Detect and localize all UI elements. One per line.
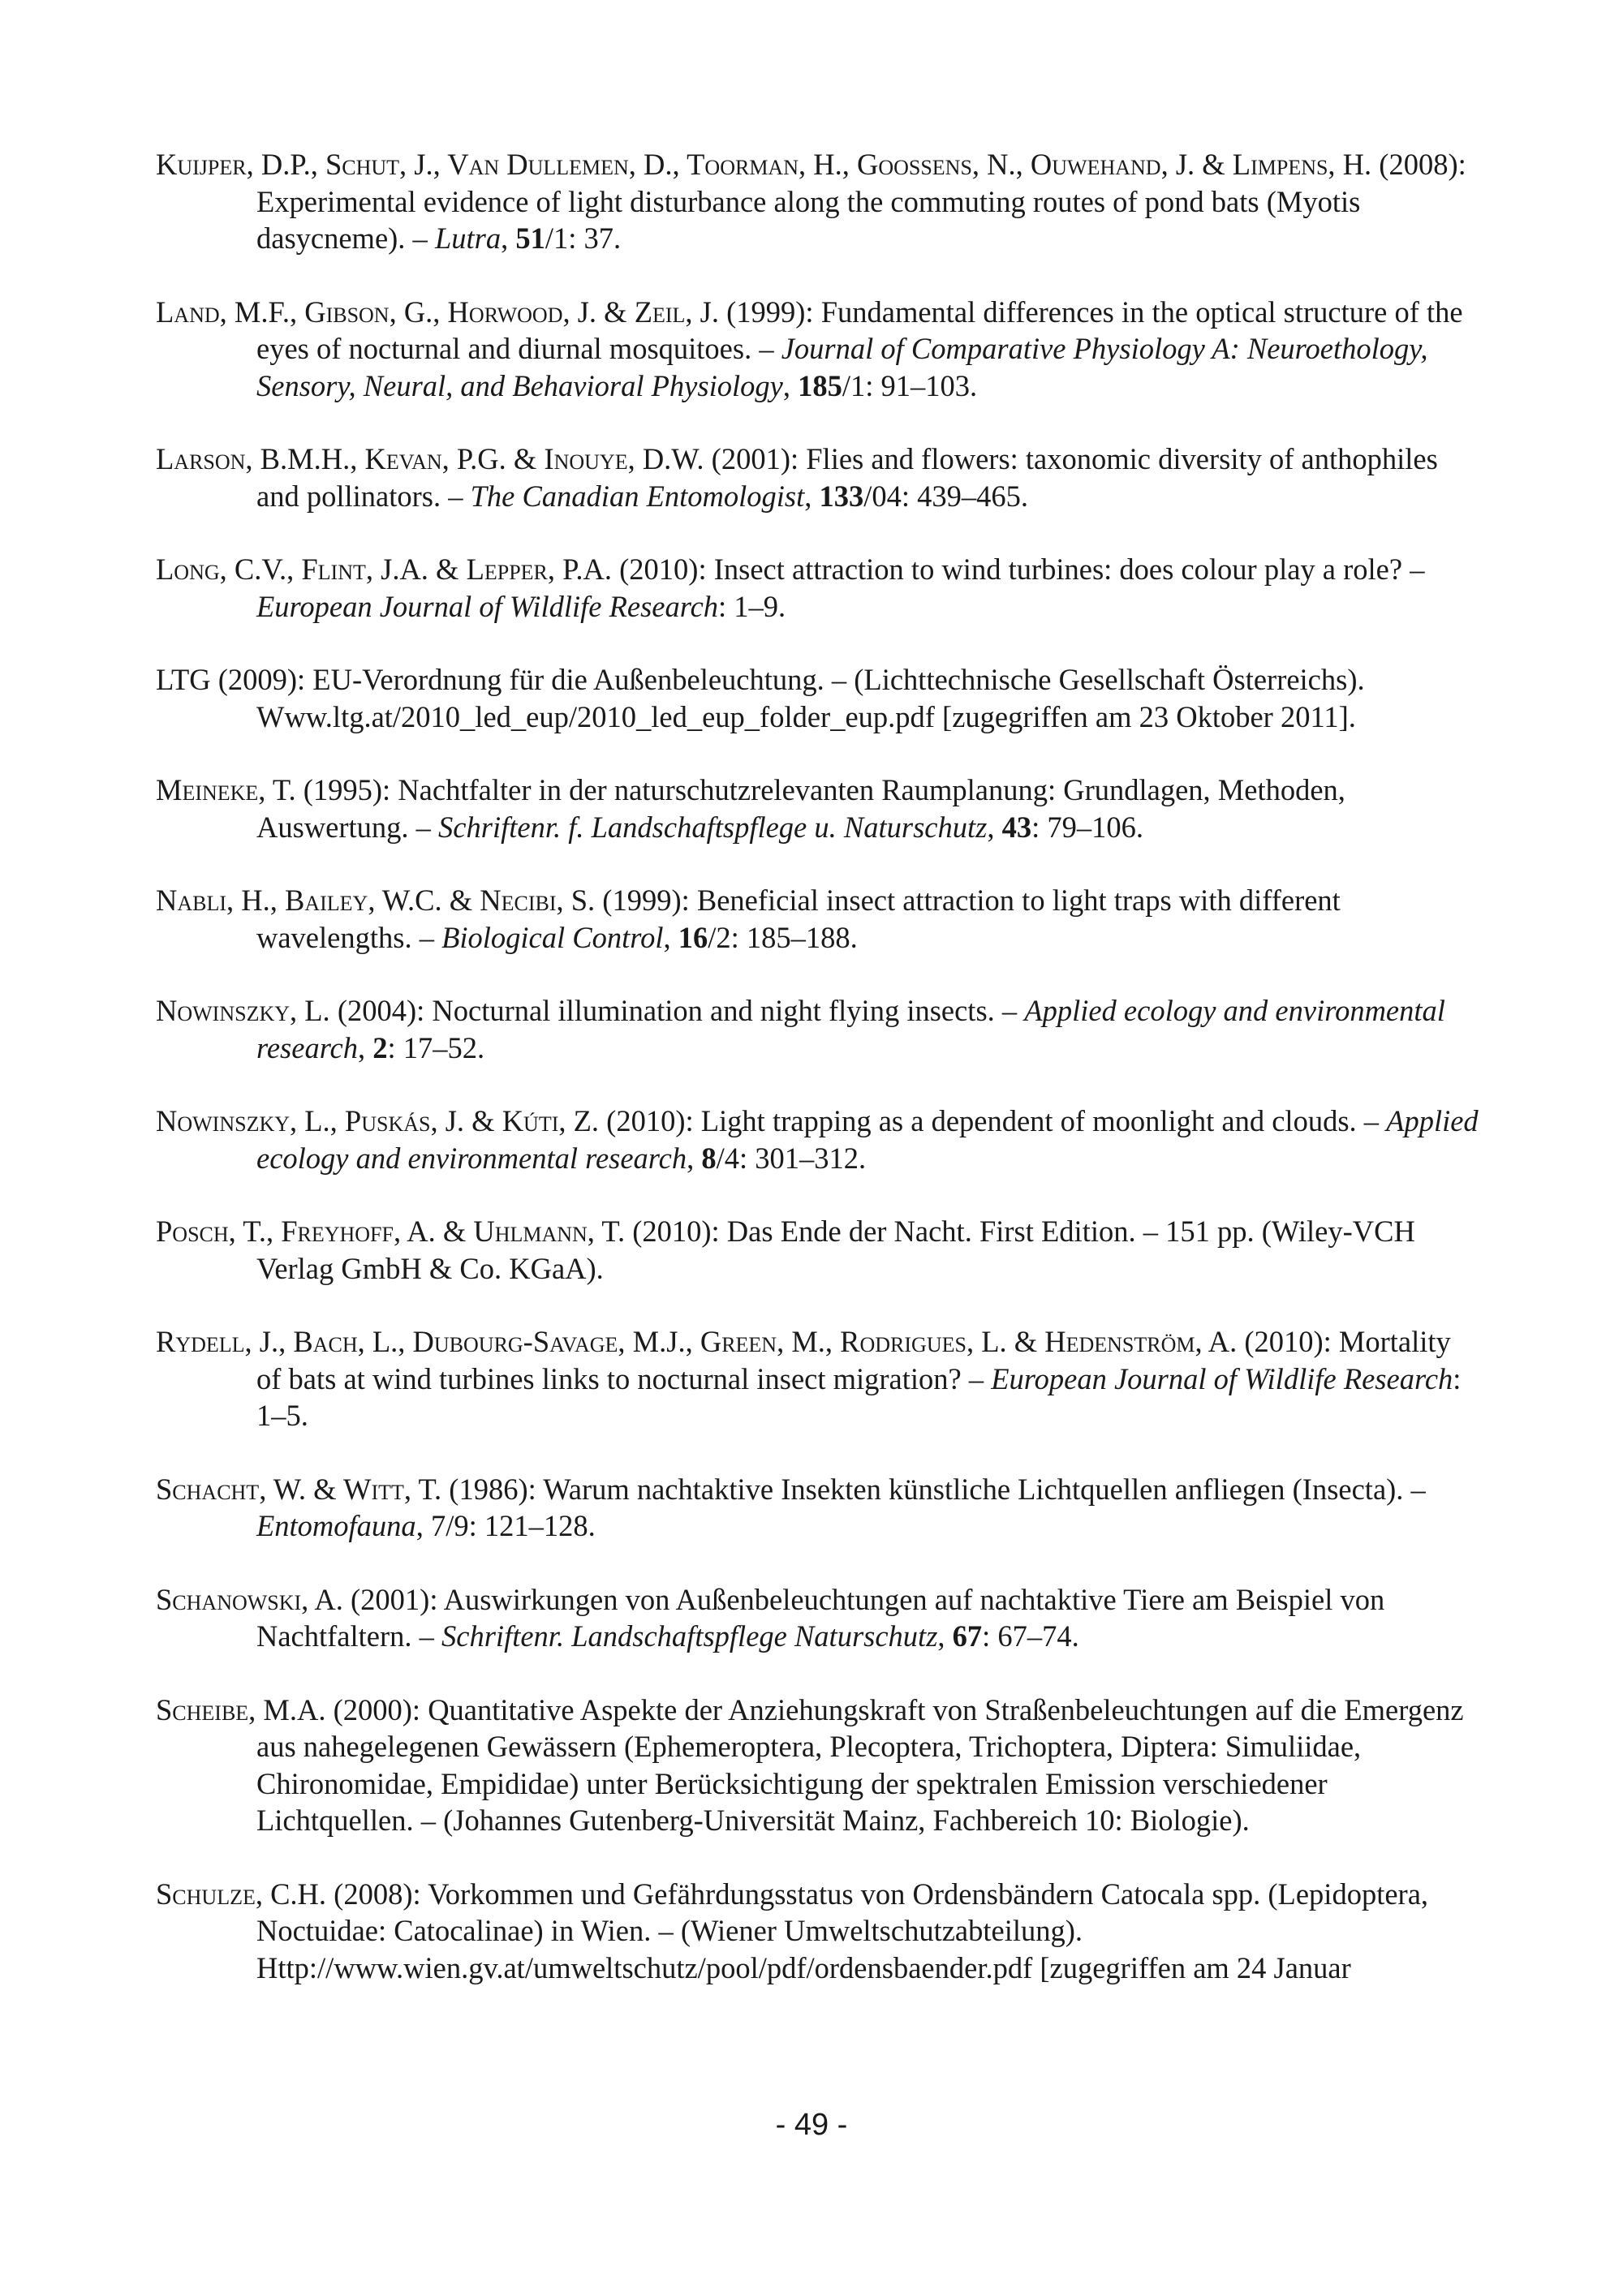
reference-entry: Schanowski, A. (2001): Auswirkungen von Außenbeleuchtungen auf nachtaktive Tiere am Beispiel von Nachtfaltern. – Schriftenr. Landschaftspflege Naturschutz, 67: 67–74. <box>156 1582 1385 1653</box>
reference-volume: 16 <box>678 920 708 954</box>
reference-pages: /1: 37. <box>545 221 622 255</box>
reference-journal: European Journal of Wildlife Research <box>256 589 719 623</box>
reference-authors: Long, C.V., Flint, J.A. & Lepper, P.A. <box>156 553 613 586</box>
reference-journal: Journal of Comparative Physiology A: Neuroethology, Sensory, Neural, and Behavioral Physiology <box>256 332 1428 402</box>
reference-entry: Nabli, H., Bailey, W.C. & Necibi, S. (1999): Beneficial insect attraction to light traps with different wavelengths. – Biological Control, 16/2: 185–188. <box>156 884 1341 954</box>
reference-journal: Entomofauna <box>256 1509 416 1542</box>
reference-volume: 8 <box>701 1141 717 1175</box>
reference-authors: Posch, T., Freyhoff, A. & Uhlmann, T. <box>156 1215 626 1248</box>
reference-authors: Meineke, T. <box>156 773 296 806</box>
reference-journal: Applied ecology and environmental research <box>256 1104 1479 1175</box>
reference-pages: : 17–52. <box>387 1030 485 1064</box>
reference-pages: : 1–9. <box>718 589 786 623</box>
reference-text: (2010): Light trapping as a dependent of moonlight and clouds. – <box>599 1104 1387 1137</box>
reference-pages: /04: 439–465. <box>863 479 1029 513</box>
reference-authors: Rydell, J., Bach, L., Dubourg-Savage, M.J., Green, M., Rodrigues, L. & Hedenström, A. <box>156 1325 1238 1358</box>
reference-journal: The Canadian Entomologist <box>470 479 805 513</box>
reference-volume: 185 <box>798 368 842 402</box>
reference-volume: 2 <box>372 1030 388 1064</box>
reference-journal: European Journal of Wildlife Research <box>991 1361 1453 1395</box>
reference-entry <box>156 1323 1479 1434</box>
reference-authors: Nowinszky, L. <box>156 994 330 1027</box>
reference-entry: Kuijper, D.P., Schut, J., Van Dullemen, D., Toorman, H., Goossens, N., Ouwehand, J. & Limpens, H. (2008): Experimental evidence of light disturbance along the commuting routes of pond bats (Myotis dasycneme). – Lutra, 51/1: 37. <box>156 148 1466 255</box>
reference-text: (2001): Flies and flowers: taxonomic diversity of anthophiles and pollinators. – <box>256 442 1438 513</box>
reference-pages: /1: 91–103. <box>842 368 978 402</box>
reference-authors: Nowinszky, L., Puskás, J. & Kúti, Z. <box>156 1104 600 1137</box>
reference-text: (2004): Nocturnal illumination and night flying insects. – <box>329 994 1025 1027</box>
reference-journal: Lutra <box>434 221 502 255</box>
reference-entry <box>156 1876 1479 1987</box>
reference-text: (1986): Warum nachtaktive Insekten künstliche Lichtquellen anfliegen (Insecta). – <box>441 1472 1426 1506</box>
reference-journal: Schriftenr. f. Landschaftspflege u. Naturschutz <box>438 810 988 844</box>
reference-text: (2010): Insect attraction to wind turbines: does colour play a role? – <box>612 553 1425 586</box>
reference-entry: Schacht, W. & Witt, T. (1986): Warum nachtaktive Insekten künstliche Lichtquellen anfliegen (Insecta). – Entomofauna, 7/9: 121–128. <box>156 1472 1426 1542</box>
reference-text: (1999): Fundamental differences in the optical structure of the eyes of nocturnal and diurnal mosquitoes. – <box>256 295 1463 365</box>
reference-volume: 51 <box>515 221 545 255</box>
reference-entry: Larson, B.M.H., Kevan, P.G. & Inouye, D.W. (2001): Flies and flowers: taxonomic diversity of anthophiles and pollinators. – The Canadian Entomologist, 133/04: 439–465. <box>156 442 1438 513</box>
reference-text: (2010): Mortality of bats at wind turbines links to nocturnal insect migration? – <box>256 1325 1451 1395</box>
reference-text: (1995): Nachtfalter in der naturschutzrelevanten Raumplanung: Grundlagen, Methoden, Auswertung. – <box>256 773 1345 844</box>
reference-entry: Meineke, T. (1995): Nachtfalter in der naturschutzrelevanten Raumplanung: Grundlagen, Methoden, Auswertung. – Schriftenr. f. Landschaftspflege u. Naturschutz, 43: 79–106. <box>156 773 1345 844</box>
reference-pages: : 67–74. <box>982 1619 1079 1653</box>
reference-authors: Kuijper, D.P., Schut, J., Van Dullemen, D., Toorman, H., Goossens, N., Ouwehand, J. & Limpens, H. <box>156 148 1372 181</box>
reference-text: LTG (2009): EU-Verordnung für die Außenbeleuchtung. – (Lichttechnische Gesellschaft Österreichs). Www.ltg.at/2010_led_eup/2010_led_eup_folder_eup.pdf [zugegriffen am 23 Oktober 2011]. <box>156 663 1365 733</box>
reference-authors: Nabli, H., Bailey, W.C. & Necibi, S. <box>156 884 596 917</box>
reference-journal: Applied ecology and environmental research <box>256 994 1445 1064</box>
reference-authors: Schanowski, A. <box>156 1582 343 1616</box>
reference-pages: : 1–5. <box>256 1361 1462 1432</box>
reference-volume: 133 <box>819 479 864 513</box>
reference-text: (2008): Vorkommen und Gefährdungsstatus von Ordensbändern Catocala spp. (Lepidoptera, Noctuidae: Catocalinae) in Wien. – (Wiener Umweltschutzabteilung). Http://www.wien.gv.at/umweltschutz/pool/pdf/ordensbaender.pdf [zugegriffen am 24 Januar <box>256 1877 1429 1984</box>
reference-authors: Schulze, C.H. <box>156 1877 327 1911</box>
reference-pages: 7/9: 121–128. <box>430 1509 596 1542</box>
page-number: - 49 - <box>775 2108 848 2142</box>
reference-text: (2000): Quantitative Aspekte der Anziehungskraft von Straßenbeleuchtungen auf die Emergenz aus nahegelegenen Gewässern (Ephemeroptera, Plecoptera, Trichoptera, Diptera: Simuliidae, Chironomidae, Empididae) unter Berücksichtigung der spektralen Emission verschiedener Lichtquellen. – (Johannes Gutenberg-Universität Mainz, Fachbereich 10: Biologie). <box>256 1692 1464 1837</box>
reference-volume: 67 <box>952 1619 983 1653</box>
reference-entry <box>156 1692 1479 1839</box>
reference-authors: Larson, B.M.H., Kevan, P.G. & Inouye, D.W. <box>156 442 704 475</box>
reference-journal: Schriftenr. Landschaftspflege Naturschutz <box>441 1619 938 1653</box>
reference-volume: 43 <box>1001 810 1032 844</box>
reference-entry <box>156 551 1479 625</box>
reference-authors: Schacht, W. & Witt, T. <box>156 1472 442 1506</box>
reference-entry: Nowinszky, L., Puskás, J. & Kúti, Z. (2010): Light trapping as a dependent of moonlight and clouds. – Applied ecology and environmental research, 8/4: 301–312. <box>156 1104 1479 1175</box>
reference-authors: Land, M.F., Gibson, G., Horwood, J. & Zeil, J. <box>156 295 719 329</box>
reference-text: (2008): Experimental evidence of light disturbance along the commuting routes of pond bats (Myotis dasycneme). – <box>256 148 1466 255</box>
reference-pages: /4: 301–312. <box>716 1141 867 1175</box>
reference-pages: /2: 185–188. <box>708 920 858 954</box>
reference-authors: Scheibe, M.A. <box>156 1692 326 1726</box>
reference-text: (1999): Beneficial insect attraction to light traps with different wavelengths. – <box>256 884 1341 954</box>
reference-pages: : 79–106. <box>1031 810 1143 844</box>
reference-entry <box>156 1213 1479 1287</box>
reference-list <box>156 146 1479 2023</box>
reference-text: (2010): Das Ende der Nacht. First Edition. – 151 pp. (Wiley-VCH Verlag GmbH & Co. KGaA). <box>256 1215 1415 1285</box>
reference-entry: Land, M.F., Gibson, G., Horwood, J. & Zeil, J. (1999): Fundamental differences in the optical structure of the eyes of nocturnal and diurnal mosquitoes. – Journal of Comparative Physiology A: Neuroethology, Sensory, Neural, and Behavioral Physiology, 185/1: 91–103. <box>156 295 1463 402</box>
reference-text: (2001): Auswirkungen von Außenbeleuchtungen auf nachtaktive Tiere am Beispiel von Nachtfaltern. – <box>256 1582 1385 1653</box>
reference-entry <box>156 661 1479 735</box>
reference-entry: Nowinszky, L. (2004): Nocturnal illumination and night flying insects. – Applied ecology and environmental research, 2: 17–52. <box>156 994 1445 1064</box>
reference-journal: Biological Control <box>441 920 664 954</box>
